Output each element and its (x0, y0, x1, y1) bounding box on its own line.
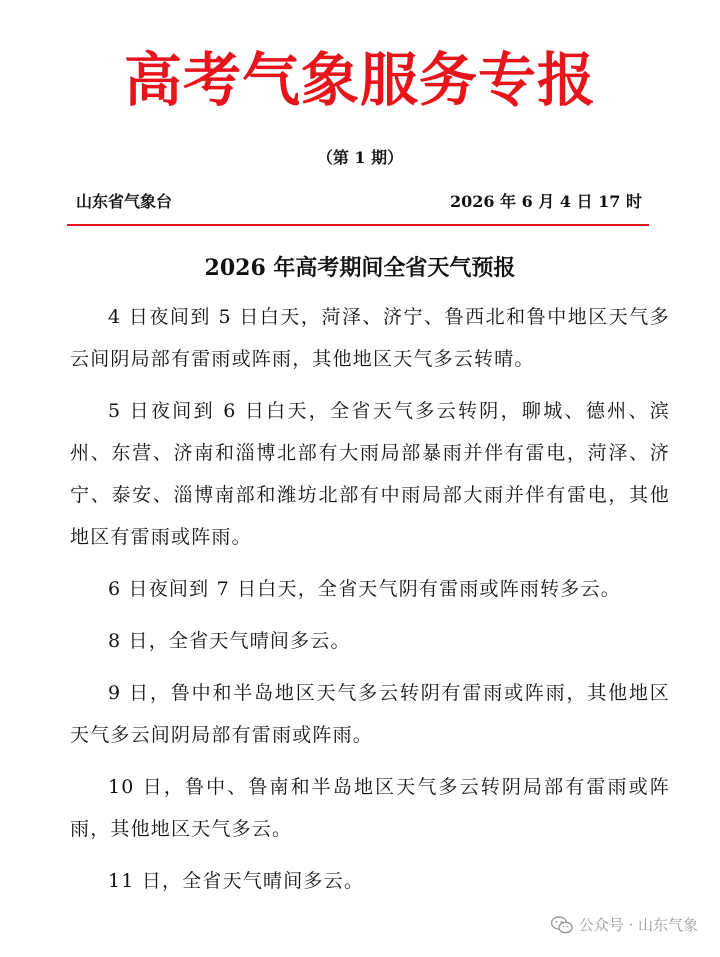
forecast-paragraph: 10 日，鲁中、鲁南和半岛地区天气多云转阴局部有雷雨或阵雨，其他地区天气多云。 (70, 776, 670, 840)
issuer-name: 山东省气象台 (76, 192, 173, 211)
red-divider (67, 224, 649, 226)
masthead-title: 高考气象服务专报 (123, 46, 596, 114)
wechat-icon (551, 916, 573, 934)
document-title: 2026 年高考期间全省天气预报 (204, 255, 516, 281)
issuer-row (76, 190, 642, 214)
issue-date: 2026 年 6 月 4 日 17 时 (449, 192, 642, 211)
forecast-paragraph: 5 日夜间到 6 日白天，全省天气多云转阴，聊城、德州、滨州、东营、济南和淄博北部有大雨局部暴雨并伴有雷电，菏泽、济宁、泰安、淄博南部和潍坊北部有中雨局部大雨并伴有雷电，其他地区有雷雨或阵雨。 (70, 400, 670, 548)
forecast-paragraph: 4 日夜间到 5 日白天，菏泽、济宁、鲁西北和鲁中地区天气多云间阴局部有雷雨或阵雨，其他地区天气多云转晴。 (70, 306, 670, 370)
forecast-body (70, 296, 670, 912)
issue-number: （第 1 期） (316, 148, 404, 167)
forecast-paragraph: 6 日夜间到 7 日白天，全省天气阴有雷雨或阵雨转多云。 (108, 578, 621, 600)
watermark-text: 公众号 · 山东气象 (578, 916, 698, 934)
forecast-paragraph: 8 日，全省天气晴间多云。 (108, 630, 351, 652)
forecast-paragraph: 9 日，鲁中和半岛地区天气多云转阴有雷雨或阵雨，其他地区天气多云间阴局部有雷雨或阵雨。 (70, 682, 670, 746)
wechat-watermark (551, 914, 698, 935)
forecast-paragraph: 11 日，全省天气晴间多云。 (108, 870, 365, 892)
